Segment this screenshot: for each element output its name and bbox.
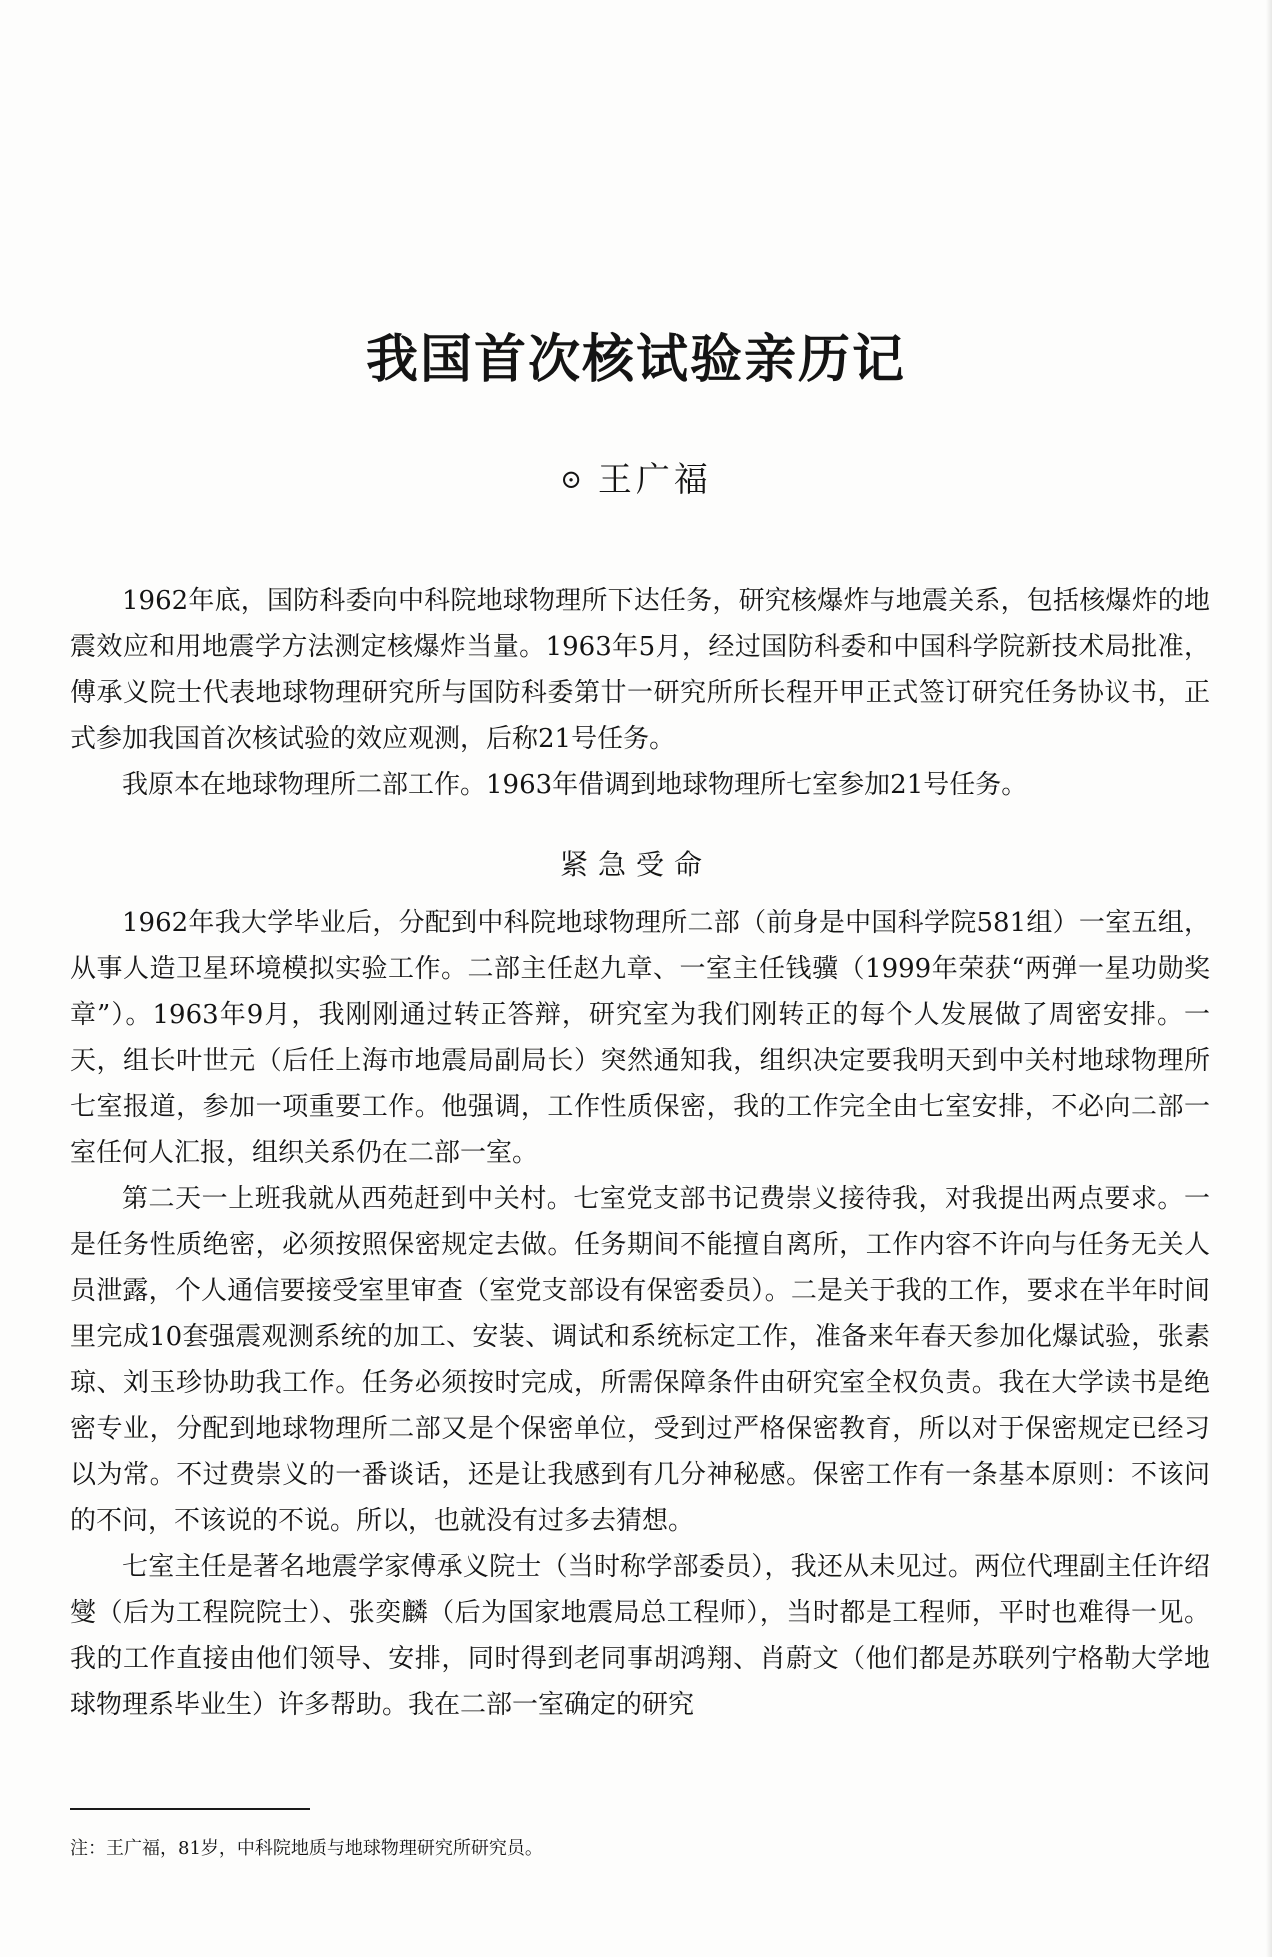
- author-name: 王广福: [597, 460, 712, 500]
- body-paragraph: 七室主任是著名地震学家傅承义院士（当时称学部委员），我还从未见过。两位代理副主任许绍燮（后为工程院院士）、张奕麟（后为国家地震局总工程师），当时都是工程师，平时也难得一见。我的工作直接由他们领导、安排，同时得到老同事胡鸿翔、肖蔚文（他们都是苏联列宁格勒大学地球物理系毕业生）许多帮助。我在二部一室确定的研究: [70, 1552, 1210, 1720]
- section-heading: 紧急受命: [559, 848, 712, 881]
- page-edge-shadow: [1266, 0, 1272, 1957]
- section-body: [70, 900, 1210, 1728]
- body-paragraph: 1962年我大学毕业后，分配到中科院地球物理所二部（前身是中国科学院581组）一室五组，从事人造卫星环境模拟实验工作。二部主任赵九章、一室主任钱骥（1999年荣获“两弹一星功勋奖章”）。1963年9月，我刚刚通过转正答辩，研究室为我们刚转正的每个人发展做了周密安排。一天，组长叶世元（后任上海市地震局副局长）突然通知我，组织决定要我明天到中关村地球物理所七室报道，参加一项重要工作。他强调，工作性质保密，我的工作完全由七室安排，不必向二部一室任何人汇报，组织关系仍在二部一室。: [70, 908, 1210, 1168]
- intro-body: [70, 578, 1210, 808]
- intro-paragraph: 我原本在地球物理所二部工作。1963年借调到地球物理所七室参加21号任务。: [122, 770, 1028, 800]
- intro-paragraph: 1962年底，国防科委向中科院地球物理所下达任务，研究核爆炸与地震关系，包括核爆炸的地震效应和用地震学方法测定核爆炸当量。1963年5月，经过国防科委和中国科学院新技术局批准，傅承义院士代表地球物理研究所与国防科委第廿一研究所所长程开甲正式签订研究任务协议书，正式参加我国首次核试验的效应观测，后称21号任务。: [70, 586, 1210, 754]
- body-paragraph: 第二天一上班我就从西苑赶到中关村。七室党支部书记费崇义接待我，对我提出两点要求。一是任务性质绝密，必须按照保密规定去做。任务期间不能擅自离所，工作内容不许向与任务无关人员泄露，个人通信要接受室里审查（室党支部设有保密委员）。二是关于我的工作，要求在半年时间里完成10套强震观测系统的加工、安装、调试和系统标定工作，准备来年春天参加化爆试验，张素琼、刘玉珍协助我工作。任务必须按时完成，所需保障条件由研究室全权负责。我在大学读书是绝密专业，分配到地球物理所二部又是个保密单位，受到过严格保密教育，所以对于保密规定已经习以为常。不过费崇义的一番谈话，还是让我感到有几分神秘感。保密工作有一条基本原则：不该问的不问，不该说的不说。所以，也就没有过多去猜想。: [70, 1184, 1210, 1536]
- article-title: 我国首次核试验亲历记: [365, 329, 906, 390]
- byline-circle-mark: ⊙: [560, 465, 586, 495]
- footnote-rule: [70, 1808, 310, 1810]
- footnote: 注：王广福，81岁，中科院地质与地球物理研究所研究员。: [70, 1838, 543, 1859]
- author-byline: [0, 455, 1272, 505]
